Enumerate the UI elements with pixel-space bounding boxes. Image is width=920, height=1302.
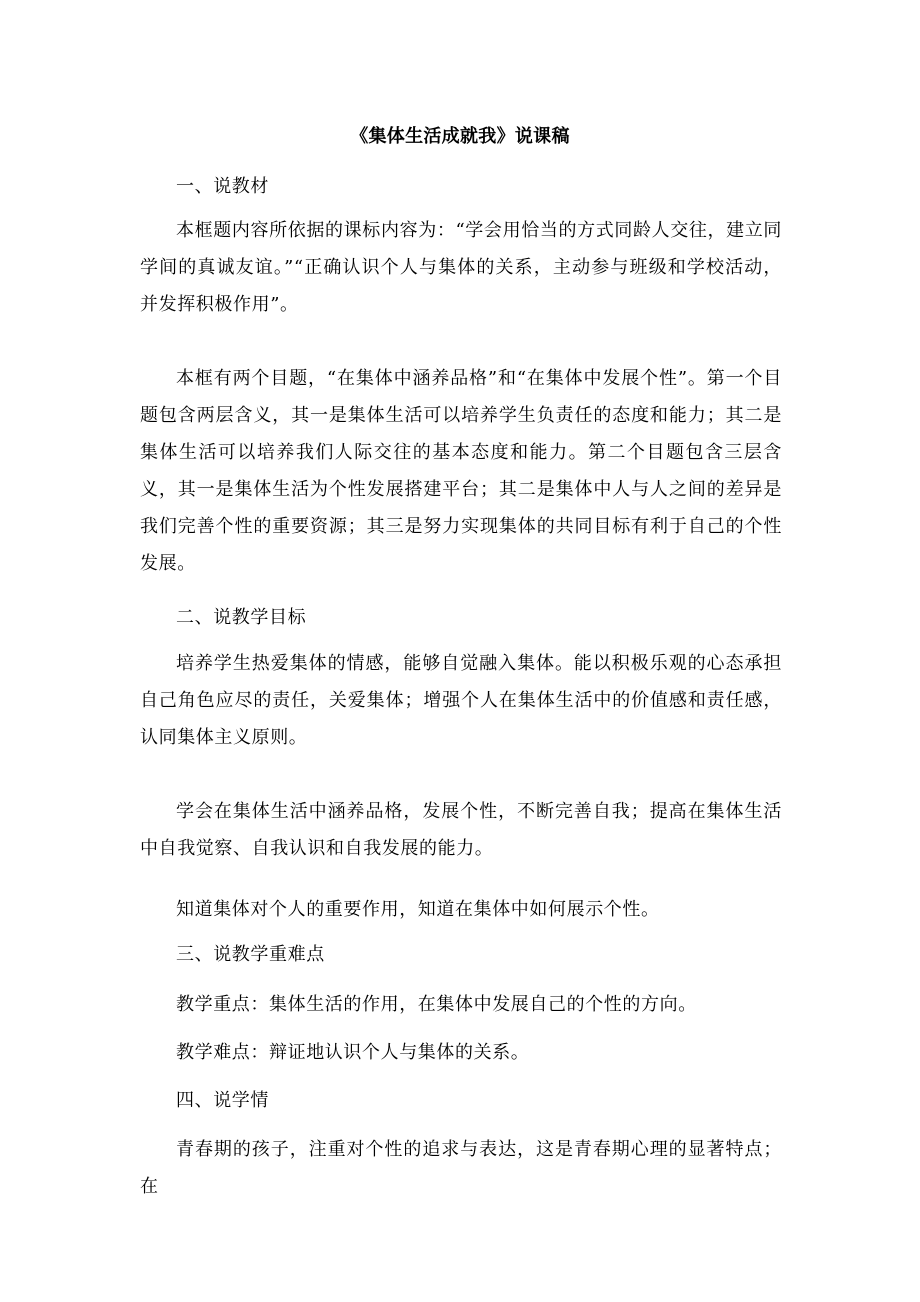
- paragraph-difficult-point: 教学难点：辩证地认识个人与集体的关系。: [176, 1042, 530, 1063]
- section-heading-key-points: 三、说教学重难点: [176, 944, 325, 965]
- paragraph-objective-ability: 学会在集体生活中涵养品格，发展个性，不断完善自我；提高在集体生活中自我觉察、自我认识和自我发展的能力。: [140, 801, 782, 859]
- section-heading-objectives: 二、说教学目标: [176, 607, 307, 628]
- paragraph-objective-emotion: 培养学生热爱集体的情感，能够自觉融入集体。能以积极乐观的心态承担自己角色应尽的责任，关爱集体；增强个人在集体生活中的价值感和责任感，认同集体主义原则。: [140, 653, 782, 748]
- section-heading-textbook: 一、说教材: [176, 176, 269, 197]
- paragraph-curriculum-standard: 本框题内容所依据的课标内容为：“学会用恰当的方式同龄人交往，建立同学间的真诚友谊。”“正确认识个人与集体的关系，主动参与班级和学校活动，并发挥积极作用”。: [140, 220, 782, 315]
- paragraph-objective-knowledge: 知道集体对个人的重要作用，知道在集体中如何展示个性。: [176, 899, 660, 920]
- paragraph-key-point: 教学重点：集体生活的作用，在集体中发展自己的个性的方向。: [176, 994, 697, 1015]
- document-title: 《集体生活成就我》说课稿: [350, 126, 570, 147]
- paragraph-topics: 本框有两个目题，“在集体中涵养品格”和“在集体中发展个性”。第一个目题包含两层含义，其一是集体生活可以培养学生负责任的态度和能力；其二是集体生活可以培养我们人际交往的基本态度和能力。第二个目题包含三层含义，其一是集体生活为个性发展搭建平台；其二是集体中人与人之间的差异是我们完善个性的重要资源；其三是努力实现集体的共同目标有利于自己的个性发展。: [140, 368, 782, 574]
- paragraph-learners: 青春期的孩子，注重对个性的追求与表达，这是青春期心理的显著特点；在: [140, 1139, 782, 1197]
- section-heading-learners: 四、说学情: [176, 1090, 269, 1111]
